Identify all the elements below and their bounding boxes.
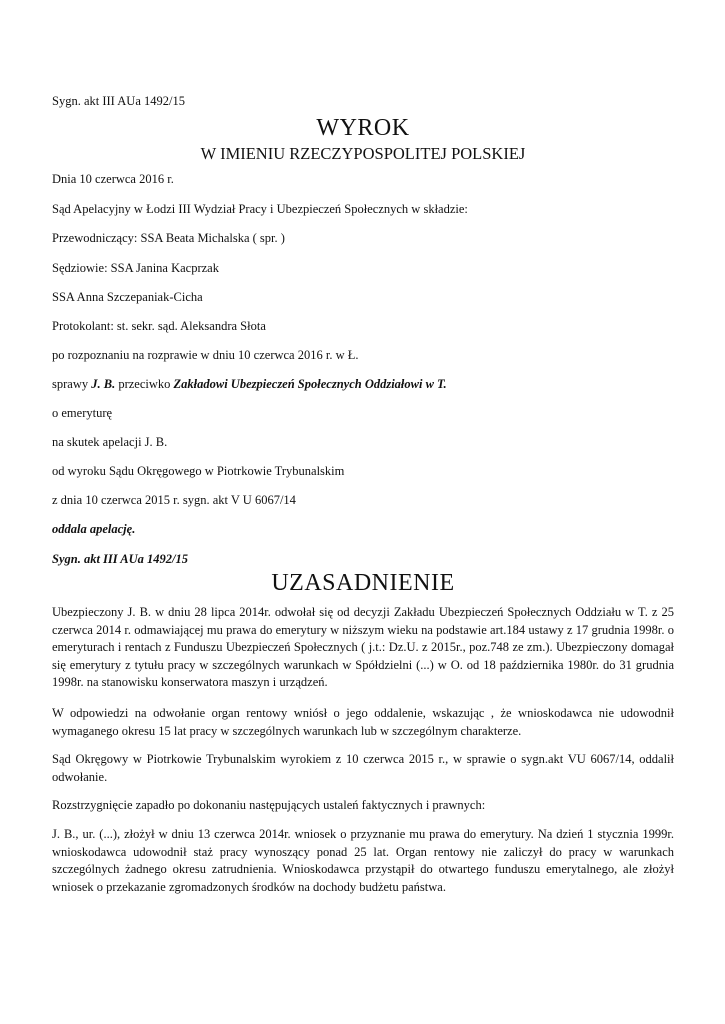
party-claimant: J. B. [91, 377, 116, 391]
lower-court-line: od wyroku Sądu Okręgowego w Piotrkowie Trybunalskim [52, 464, 345, 478]
case-parties [52, 376, 447, 392]
case-prefix: sprawy [52, 377, 92, 391]
court-composition: Sąd Apelacyjny w Łodzi III Wydział Pracy i Ubezpieczeń Społecznych w składzie: [52, 202, 468, 216]
reasons-paragraph: Rozstrzygnięcie zapadło po dokonaniu następujących ustaleń faktycznych i prawnych: [52, 798, 486, 812]
presiding-judge: Przewodniczący: SSA Beata Michalska ( spr. ) [52, 231, 285, 245]
judges: Sędziowie: SSA Janina Kacprzak [52, 261, 219, 275]
case-middle: przeciwko [115, 377, 174, 391]
case-signature-bottom: Sygn. akt III AUa 1492/15 [52, 552, 189, 566]
reasons-paragraph: Ubezpieczony J. B. w dniu 28 lipca 2014r. odwołał się od decyzji Zakładu Ubezpieczeń Społecznych Oddziału w T. z 25 czerwca 2014 r. odmawiającej mu prawa do emerytury w niższym wieku na podstawie art.184 ustawy z 17 grudnia 1998r. o emeryturach i rentach z Funduszu Ubezpieczeń Społecznych ( j.t.: Dz.U. z 2015r., poz.748 ze zm.). Ubezpieczony domagał się emerytury z tytułu pracy w szczególnych warunkach w Spółdzielni (...) w O. od 18 października 1980r. do 31 grudnia 1998r. na stanowisku konserwatora maszyn i urządzeń. [52, 605, 674, 690]
hearing-line: po rozpoznaniu na rozprawie w dniu 10 czerwca 2016 r. w Ł. [52, 348, 359, 362]
case-signature-top: Sygn. akt III AUa 1492/15 [52, 94, 185, 108]
reasons-paragraph: Sąd Okręgowy w Piotrkowie Trybunalskim wyrokiem z 10 czerwca 2015 r., w sprawie o sygn.akt VU 6067/14, oddalił odwołanie. [52, 752, 674, 784]
second-judge: SSA Anna Szczepaniak-Cicha [52, 290, 203, 304]
lower-judgment-date: z dnia 10 czerwca 2015 r. sygn. akt V U 6067/14 [52, 493, 296, 507]
case-subject: o emeryturę [52, 406, 113, 420]
appeal-line: na skutek apelacji J. B. [52, 435, 168, 449]
reasons-paragraph: J. B., ur. (...), złożył w dniu 13 czerwca 2014r. wniosek o przyznanie mu prawa do emerytury. Na dzień 1 stycznia 1999r. wnioskodawca udowodnił staż pracy wynoszący ponad 25 lat. Organ rentowy nie zaliczył do pracy w warunkach szczególnych żadnego okresu zatrudnienia. Wnioskodawca przystąpił do otwartego funduszu emerytalnego, ale złożył wniosek o przekazanie zgromadzonych środków na dochody budżetu państwa. [52, 827, 674, 894]
party-defendant: Zakładowi Ubezpieczeń Społecznych Oddziałowi w T. [173, 377, 447, 391]
recorder: Protokolant: st. sekr. sąd. Aleksandra Słota [52, 319, 266, 333]
reasons-paragraph: W odpowiedzi na odwołanie organ rentowy wniósł o jego oddalenie, wskazując , że wnioskodawca nie udowodnił wymaganego okresu 15 lat pracy w szczególnych warunkach lub w szczególnym charakterze. [52, 706, 674, 738]
ruling: oddala apelację. [52, 522, 136, 536]
reasons-title: UZASADNIENIE [271, 570, 455, 596]
judgment-title: WYROK [316, 115, 410, 141]
judgment-subtitle: W IMIENIU RZECZYPOSPOLITEJ POLSKIEJ [200, 144, 526, 163]
judgment-date: Dnia 10 czerwca 2016 r. [52, 172, 174, 186]
